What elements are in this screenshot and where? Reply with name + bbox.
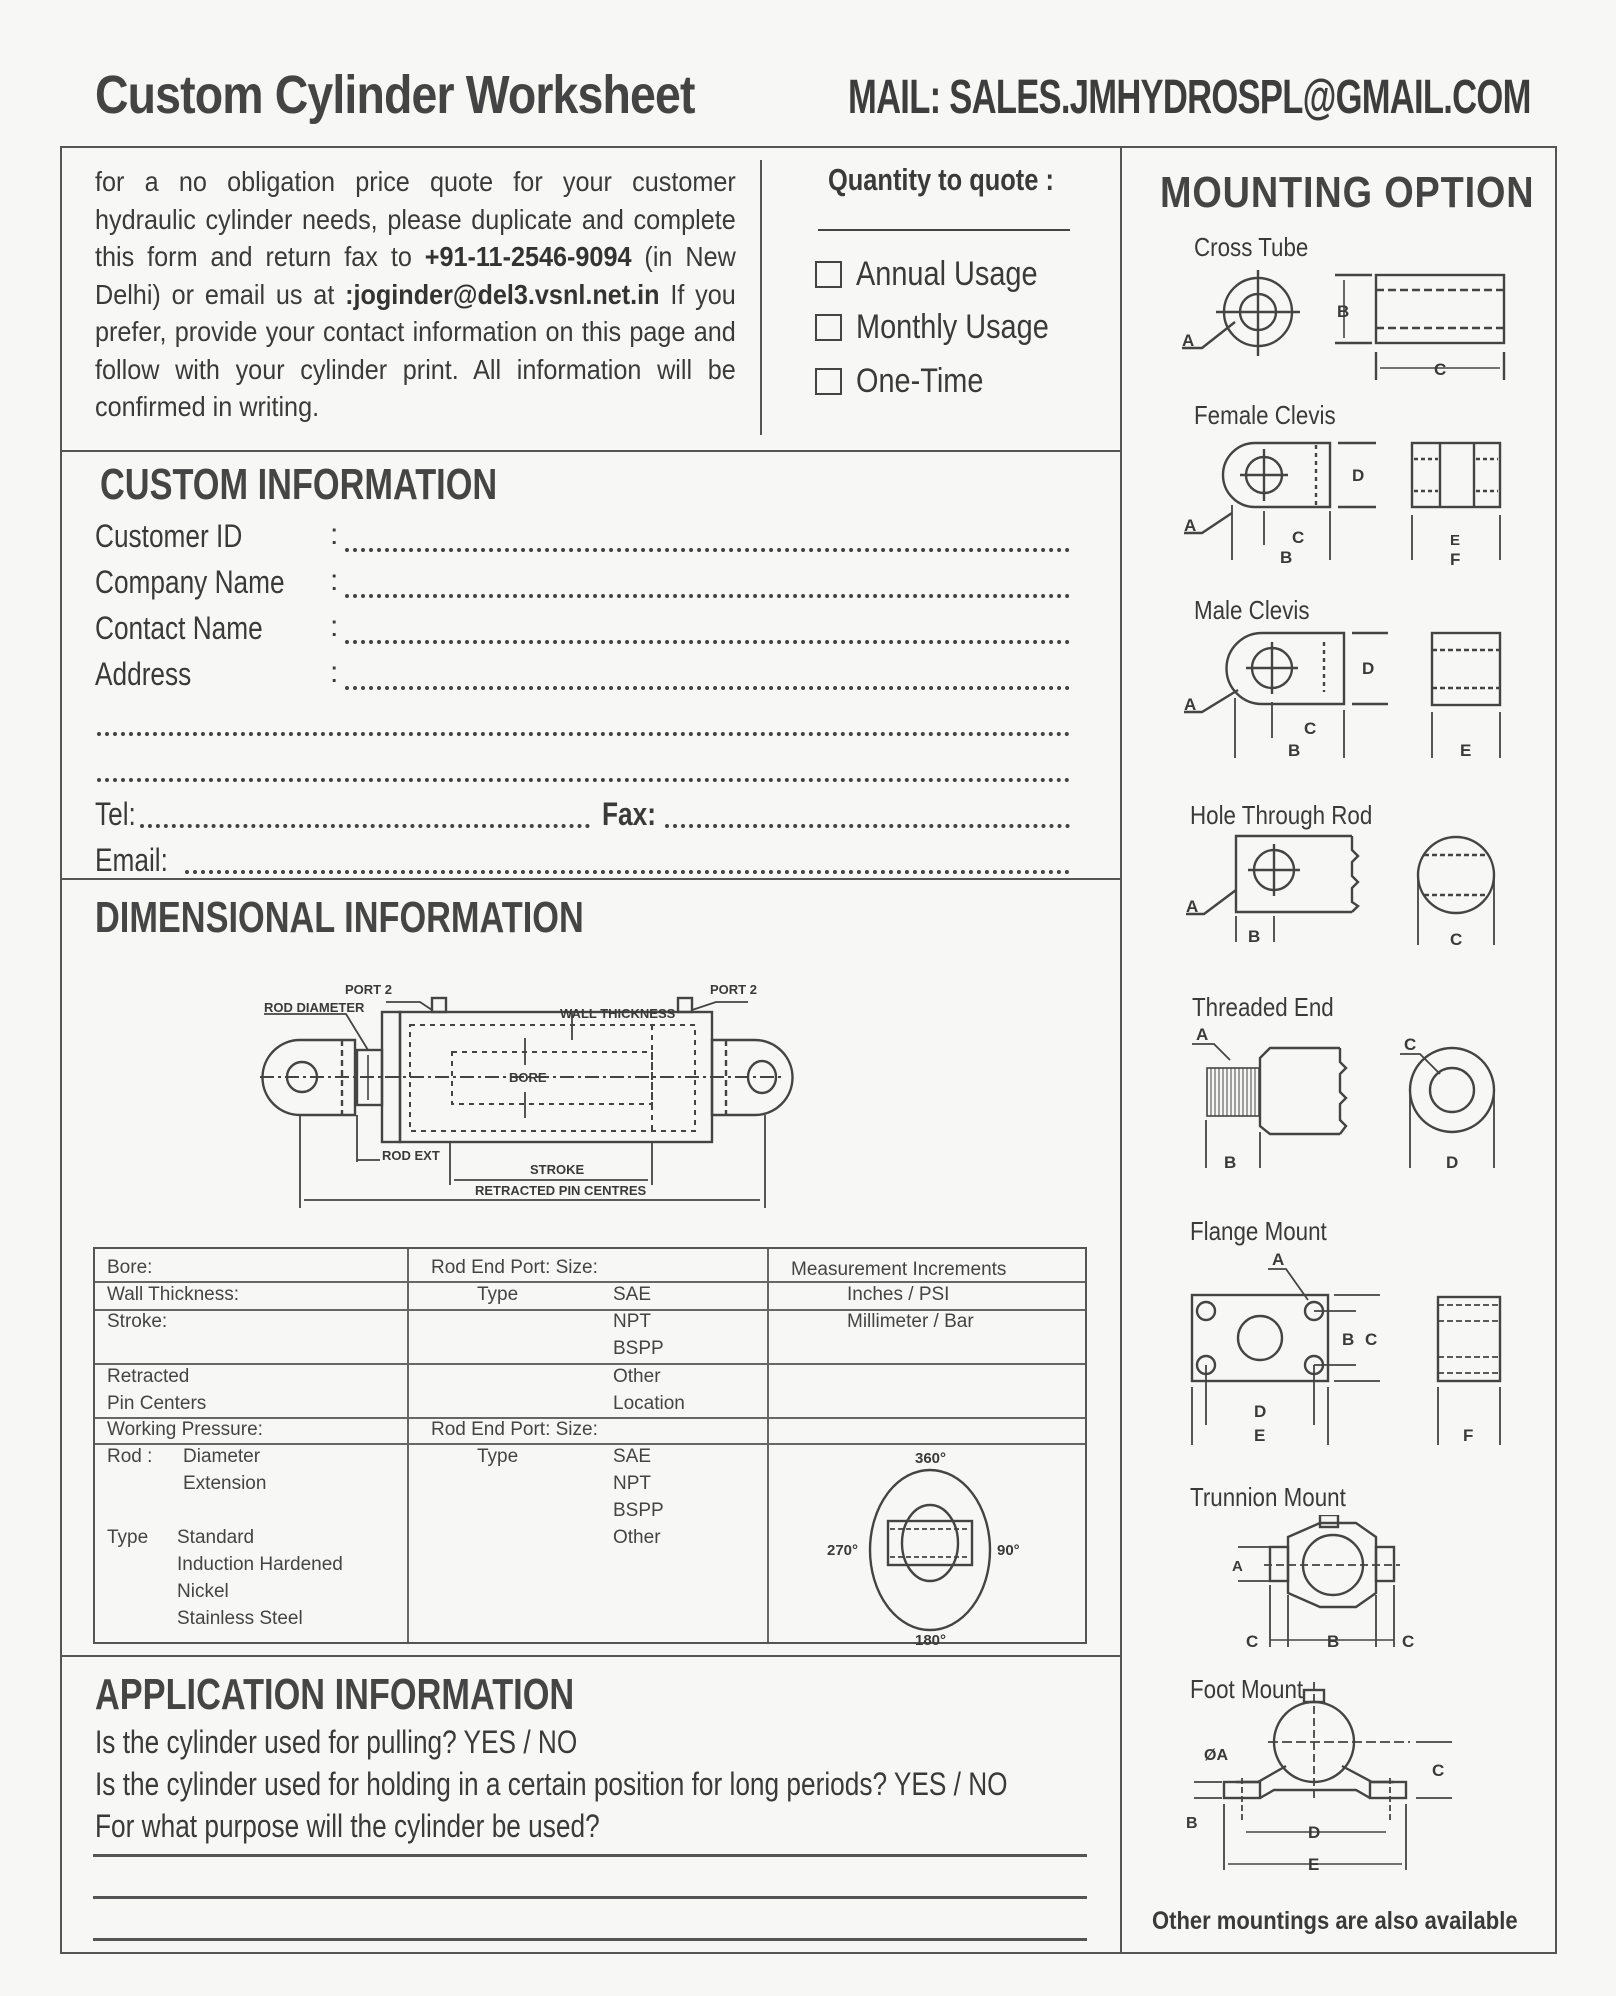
address-field-line-2[interactable]: [97, 732, 1070, 736]
label-pin-centers: Pin Centers: [107, 1393, 207, 1414]
question-pulling: Is the cylinder used for pulling? YES / NO: [95, 1724, 578, 1760]
checkbox-label: One-Time: [856, 362, 984, 400]
divider-dimensional: [60, 1655, 1122, 1657]
mount-label-cross-tube: Cross Tube: [1194, 232, 1309, 262]
port-orientation-diagram: [785, 1445, 1085, 1645]
letter-e: E: [1450, 532, 1461, 549]
flange-mount-diagram[interactable]: [1180, 1245, 1520, 1445]
label-bore: BORE: [509, 1070, 547, 1085]
application-info-title: APPLICATION INFORMATION: [95, 1670, 575, 1719]
label-rod-end-port-1: Rod End Port: Size:: [431, 1257, 598, 1278]
letter-d: D: [1352, 466, 1365, 485]
label-port-left: PORT 2: [345, 982, 392, 997]
company-name-field[interactable]: [345, 594, 1070, 598]
divider-intro: [60, 450, 1122, 452]
label-tel: Tel:: [95, 796, 136, 832]
mounting-option-title: MOUNTING OPTION: [1160, 168, 1535, 217]
cylinder-diagram: [260, 950, 900, 1220]
label-rod-diameter: ROD DIAMETER: [264, 1000, 365, 1015]
letter-b: B: [1186, 1815, 1198, 1832]
label-fax: Fax:: [602, 796, 656, 832]
letter-d: D: [1446, 1153, 1459, 1172]
spec-table: [93, 1247, 1087, 1644]
threaded-end-diagram[interactable]: [1180, 1022, 1520, 1172]
colon: :: [330, 656, 339, 689]
option-npt-1[interactable]: NPT: [613, 1311, 651, 1332]
question-holding: Is the cylinder used for holding in a certain position for long periods? YES / NO: [95, 1766, 1008, 1802]
intro-text: If you prefer, provide your contact information on this page and follow with your cylinder print. All information will be confirmed in writing.: [95, 278, 736, 422]
label-customer-id: Customer ID: [95, 518, 243, 554]
checkbox-label: Monthly Usage: [856, 308, 1049, 346]
angle-top: 360°: [915, 1450, 947, 1467]
fax-number: +91-11-2546-9094: [424, 241, 632, 272]
mount-label-female-clevis: Female Clevis: [1194, 400, 1336, 430]
letter-a: A: [1232, 1558, 1243, 1575]
option-bspp-2[interactable]: BSPP: [613, 1500, 664, 1521]
label-stroke: STROKE: [530, 1162, 585, 1177]
letter-a: A: [1184, 695, 1197, 714]
letter-c: C: [1246, 1632, 1259, 1651]
purpose-line-3[interactable]: [93, 1938, 1087, 1941]
letter-a: A: [1272, 1250, 1285, 1269]
option-sae-1[interactable]: SAE: [613, 1284, 652, 1305]
checkbox-monthly-usage[interactable]: [815, 308, 1083, 347]
option-sae-2[interactable]: SAE: [613, 1446, 652, 1467]
letter-c: C: [1450, 930, 1463, 949]
letter-f: F: [1450, 550, 1461, 569]
letter-e: E: [1254, 1426, 1266, 1445]
letter-c: C: [1404, 1035, 1417, 1054]
label-port-right: PORT 2: [710, 982, 757, 997]
address-field-line-3[interactable]: [97, 778, 1070, 782]
quantity-title: Quantity to quote :: [828, 162, 1054, 197]
port-right: [678, 998, 692, 1012]
label-contact-name: Contact Name: [95, 610, 263, 646]
tel-field[interactable]: [140, 824, 590, 828]
option-millimeter-bar[interactable]: Millimeter / Bar: [847, 1311, 974, 1332]
male-clevis-diagram[interactable]: [1180, 628, 1520, 763]
angle-right: 90°: [997, 1542, 1020, 1559]
mount-label-threaded-end: Threaded End: [1192, 992, 1334, 1022]
trunnion-mount-diagram[interactable]: [1230, 1515, 1450, 1655]
label-wall-thickness: Wall Thickness:: [107, 1284, 239, 1305]
label-retracted: RETRACTED PIN CENTRES: [475, 1183, 647, 1198]
letter-c: C: [1365, 1330, 1378, 1349]
option-stainless-steel[interactable]: Stainless Steel: [177, 1608, 303, 1629]
divider-custom: [60, 878, 1122, 880]
letter-c: C: [1304, 719, 1317, 738]
custom-info-title: CUSTOM INFORMATION: [100, 460, 498, 509]
option-location[interactable]: Location: [613, 1393, 685, 1414]
angle-left: 270°: [827, 1542, 859, 1559]
header-mail: MAIL: SALES.JMHYDROSPL@GMAIL.COM: [848, 71, 1531, 124]
port-left: [432, 998, 446, 1012]
option-rod-extension[interactable]: Extension: [183, 1473, 267, 1494]
question-purpose: For what purpose will the cylinder be used?: [95, 1808, 600, 1844]
letter-a: A: [1186, 897, 1199, 916]
option-other-2[interactable]: Other: [613, 1527, 661, 1548]
mount-label-hole-through-rod: Hole Through Rod: [1190, 800, 1373, 830]
checkbox-label: Annual Usage: [856, 255, 1038, 293]
label-measurement-increments: Measurement Increments: [791, 1259, 1007, 1280]
intro-text: for a no obligation price quote for your customer hydraulic cylinder needs, please duplicate and complete this form and return fax to: [95, 166, 736, 272]
mount-label-trunnion-mount: Trunnion Mount: [1190, 1482, 1346, 1512]
checkbox-annual-usage[interactable]: [815, 255, 1070, 294]
label-rod-ext: ROD EXT: [382, 1148, 440, 1163]
letter-c: C: [1402, 1632, 1415, 1651]
mount-label-foot-mount: Foot Mount: [1190, 1674, 1304, 1704]
other-mountings-note: Other mountings are also available: [1152, 1907, 1518, 1935]
letter-f: F: [1463, 1426, 1474, 1445]
checkbox[interactable]: [815, 261, 842, 288]
letter-b: B: [1342, 1330, 1355, 1349]
foot-mount-diagram[interactable]: [1180, 1680, 1520, 1880]
label-working-pressure: Working Pressure:: [107, 1419, 263, 1440]
label-type-2: Type: [477, 1446, 519, 1467]
letter-b: B: [1337, 302, 1350, 321]
divider-right-column: [1120, 146, 1122, 1954]
checkbox-one-time[interactable]: [815, 362, 1006, 401]
letter-b: B: [1288, 741, 1301, 760]
option-npt-2[interactable]: NPT: [613, 1473, 651, 1494]
cross-tube-diagram[interactable]: [1180, 260, 1520, 390]
option-inches-psi[interactable]: Inches / PSI: [847, 1284, 950, 1305]
hole-through-rod-diagram[interactable]: [1180, 830, 1520, 965]
option-standard[interactable]: Standard: [177, 1527, 255, 1548]
label-rod: Rod :: [107, 1446, 153, 1467]
label-wall-thickness: WALL THICKNESS: [560, 1006, 676, 1021]
female-clevis-diagram[interactable]: [1180, 435, 1520, 570]
letter-b: B: [1248, 927, 1261, 946]
dimensional-info-title: DIMENSIONAL INFORMATION: [95, 893, 584, 942]
label-address: Address: [95, 656, 192, 692]
mount-label-flange-mount: Flange Mount: [1190, 1216, 1327, 1246]
colon: :: [330, 564, 339, 597]
label-email: Email:: [95, 842, 168, 878]
option-other-1[interactable]: Other: [613, 1366, 661, 1387]
mount-label-male-clevis: Male Clevis: [1194, 595, 1310, 625]
letter-b: B: [1327, 1632, 1340, 1651]
label-stroke: Stroke:: [107, 1311, 168, 1332]
letter-e: E: [1460, 741, 1472, 760]
letter-a: A: [1182, 331, 1195, 350]
letter-e: E: [1308, 1855, 1320, 1874]
label-company-name: Company Name: [95, 564, 285, 600]
label-rod-end-port-2: Rod End Port: Size:: [431, 1419, 598, 1440]
letter-c: C: [1434, 360, 1447, 379]
page-title: Custom Cylinder Worksheet: [95, 65, 695, 125]
letter-b: B: [1280, 548, 1293, 567]
option-induction-hardened[interactable]: Induction Hardened: [177, 1554, 343, 1575]
checkbox[interactable]: [815, 314, 842, 341]
purpose-line-2[interactable]: [93, 1896, 1087, 1899]
angle-bottom: 180°: [915, 1632, 947, 1645]
colon: :: [330, 518, 339, 551]
intro-text: (in New Delhi) or email us at: [95, 241, 736, 310]
letter-a: A: [1196, 1025, 1209, 1044]
contact-email[interactable]: :joginder@del3.vsnl.net.in: [345, 278, 660, 310]
option-nickel[interactable]: Nickel: [177, 1581, 229, 1602]
letter-d: D: [1254, 1402, 1267, 1421]
letter-c: C: [1292, 528, 1305, 547]
letter-c: C: [1432, 1761, 1445, 1780]
letter-oa: ØA: [1204, 1747, 1228, 1764]
contact-name-field[interactable]: [345, 640, 1070, 644]
label-type-1: Type: [477, 1284, 519, 1305]
purpose-line-1[interactable]: [93, 1854, 1087, 1857]
email-field[interactable]: [185, 870, 1070, 874]
fax-field[interactable]: [665, 824, 1070, 828]
colon: :: [330, 610, 339, 643]
letter-b: B: [1224, 1153, 1237, 1172]
letter-a: A: [1184, 516, 1197, 535]
divider-intro-quantity: [760, 160, 762, 435]
address-field-line-1[interactable]: [345, 686, 1070, 690]
label-bore: Bore:: [107, 1257, 153, 1278]
checkbox[interactable]: [815, 368, 842, 395]
label-rod-type: Type: [107, 1527, 149, 1548]
option-bspp-1[interactable]: BSPP: [613, 1338, 664, 1359]
letter-d: D: [1308, 1823, 1321, 1842]
intro-paragraph: [95, 163, 736, 426]
letter-d: D: [1362, 659, 1375, 678]
option-rod-diameter[interactable]: Diameter: [183, 1446, 261, 1467]
quantity-input-line[interactable]: [818, 229, 1070, 231]
label-retracted: Retracted: [107, 1366, 190, 1387]
customer-id-field[interactable]: [345, 548, 1070, 552]
